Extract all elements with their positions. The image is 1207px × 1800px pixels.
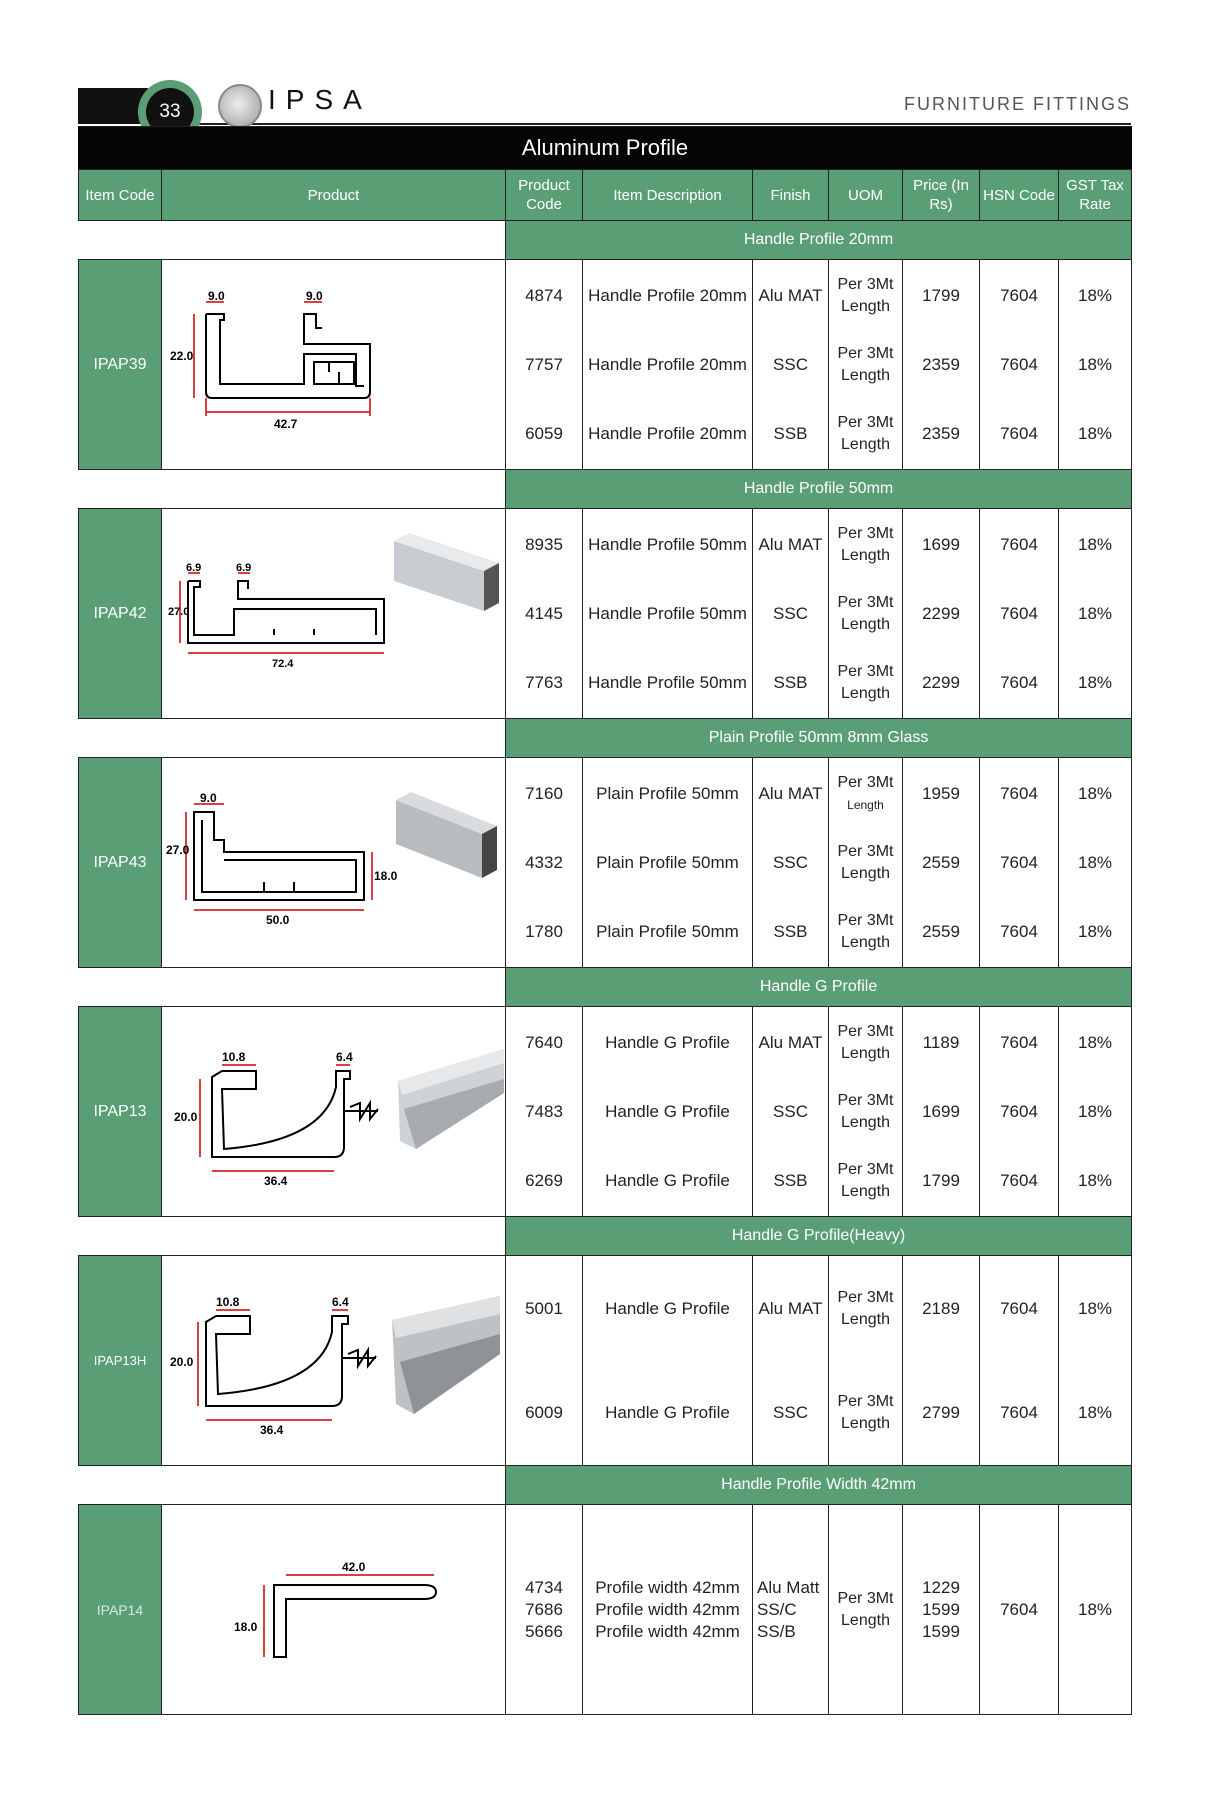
cell-hsn: 7604 bbox=[1000, 1032, 1038, 1052]
dim-label: 9.0 bbox=[199, 791, 217, 805]
group-heading: Handle Profile 50mm bbox=[506, 470, 1132, 509]
cell-gst: 18% bbox=[1078, 285, 1113, 305]
uom-line1: Per 3Mt bbox=[837, 662, 894, 680]
item-code: IPAP43 bbox=[79, 758, 162, 968]
uom-cell bbox=[829, 897, 902, 966]
dim-label: 6.9 bbox=[235, 562, 251, 574]
cell-desc: Handle G Profile bbox=[605, 1101, 730, 1121]
uom-line1: Per 3Mt bbox=[837, 275, 894, 293]
product-image bbox=[162, 1505, 506, 1715]
profile-photo bbox=[398, 1049, 504, 1149]
cell-gst: 18% bbox=[1078, 1402, 1113, 1422]
uom-line1: Per 3Mt bbox=[837, 1392, 894, 1410]
uom-line2: Length bbox=[841, 1113, 890, 1131]
cell-finish: Alu MAT bbox=[758, 285, 823, 305]
cell-hsn: 7604 bbox=[1000, 1170, 1038, 1190]
cell-hsn: 7604 bbox=[1000, 1402, 1038, 1422]
uom-line2: Length bbox=[847, 797, 884, 812]
cell-code: 7757 bbox=[525, 354, 563, 374]
cell-finish: Alu MAT bbox=[758, 783, 823, 803]
cell-gst: 18% bbox=[1078, 354, 1113, 374]
group-heading: Handle G Profile bbox=[506, 968, 1132, 1007]
cell-hsn: 7604 bbox=[1000, 603, 1038, 623]
cell-code: 7686 bbox=[525, 1599, 563, 1619]
dim-label: 36.4 bbox=[259, 1423, 283, 1437]
cell-price: 1599 bbox=[922, 1621, 960, 1641]
dim-label: 9.0 bbox=[305, 289, 323, 303]
cell-finish: Alu MAT bbox=[758, 1298, 823, 1318]
uom-cell bbox=[829, 1361, 902, 1465]
uom-line2: Length bbox=[841, 1310, 890, 1328]
cell-code: 6009 bbox=[525, 1402, 563, 1422]
cell-code: 4734 bbox=[525, 1577, 563, 1597]
cell-finish: SSC bbox=[773, 354, 808, 374]
cell-price: 1799 bbox=[922, 1170, 960, 1190]
cell-finish: Alu MAT bbox=[758, 534, 823, 554]
header-rule bbox=[195, 123, 1131, 125]
product-image bbox=[162, 1007, 506, 1217]
dim-label: 50.0 bbox=[265, 913, 289, 927]
group-heading: Plain Profile 50mm 8mm Glass bbox=[506, 719, 1132, 758]
cell-desc: Handle Profile 20mm bbox=[588, 285, 747, 305]
profile-photo bbox=[392, 1296, 500, 1414]
cell-hsn: 7604 bbox=[1000, 783, 1038, 803]
section-title: FURNITURE FITTINGS bbox=[904, 94, 1131, 114]
cell-hsn: 7604 bbox=[1000, 921, 1038, 941]
cell-desc: Handle Profile 50mm bbox=[588, 534, 747, 554]
uom-cell bbox=[829, 828, 902, 897]
profile-drawing bbox=[164, 1507, 504, 1707]
item-code: IPAP14 bbox=[79, 1505, 162, 1715]
cell-finish: SSB bbox=[773, 423, 808, 443]
cell-finish: SSC bbox=[773, 1101, 808, 1121]
profile-drawing bbox=[164, 1009, 504, 1209]
cell-price: 2799 bbox=[922, 1402, 960, 1422]
cell-desc: Profile width 42mm bbox=[595, 1599, 740, 1619]
brand-logo-icon bbox=[218, 84, 262, 128]
cell-gst: 18% bbox=[1078, 603, 1113, 623]
cell-finish: Alu Matt bbox=[757, 1577, 820, 1597]
cell-gst: 18% bbox=[1078, 1170, 1113, 1190]
dim-label: 20.0 bbox=[173, 1110, 197, 1124]
dim-label: 42.7 bbox=[273, 417, 297, 431]
dim-label: 18.0 bbox=[233, 1620, 257, 1634]
dim-label: 6.9 bbox=[185, 562, 201, 574]
cell-price: 1699 bbox=[922, 534, 960, 554]
cell-desc: Handle G Profile bbox=[605, 1298, 730, 1318]
cell-code: 7763 bbox=[525, 672, 563, 692]
cell-gst: 18% bbox=[1078, 921, 1113, 941]
cell-desc: Handle G Profile bbox=[605, 1170, 730, 1190]
cell-desc: Handle Profile 50mm bbox=[588, 672, 747, 692]
col-price: Price (In Rs) bbox=[903, 170, 980, 221]
group-heading: Handle G Profile(Heavy) bbox=[506, 1217, 1132, 1256]
cell-price: 2359 bbox=[922, 423, 960, 443]
cell-finish: SSB bbox=[773, 1170, 808, 1190]
cell-price: 2359 bbox=[922, 354, 960, 374]
col-finish: Finish bbox=[753, 170, 829, 221]
uom-line1: Per 3Mt bbox=[837, 524, 894, 542]
col-item-description: Item Description bbox=[583, 170, 753, 221]
cell-price: 1959 bbox=[922, 783, 960, 803]
cell-code: 7640 bbox=[525, 1032, 563, 1052]
cell-desc: Handle G Profile bbox=[605, 1032, 730, 1052]
dim-label: 10.8 bbox=[221, 1050, 245, 1064]
uom-cell bbox=[829, 510, 902, 579]
uom-line1: Per 3Mt bbox=[837, 1589, 894, 1607]
cell-desc: Handle Profile 50mm bbox=[588, 603, 747, 623]
cell-desc: Plain Profile 50mm bbox=[596, 921, 739, 941]
cell-gst: 18% bbox=[1078, 1032, 1113, 1052]
col-gst: GST Tax Rate bbox=[1059, 170, 1132, 221]
cell-code: 4332 bbox=[525, 852, 563, 872]
uom-line2: Length bbox=[841, 1611, 890, 1629]
cell-desc: Handle Profile 20mm bbox=[588, 354, 747, 374]
uom-line1: Per 3Mt bbox=[837, 413, 894, 431]
price-table bbox=[78, 126, 1132, 1715]
cell-price: 2189 bbox=[922, 1298, 960, 1318]
cell-gst: 18% bbox=[1078, 423, 1113, 443]
dim-label: 10.8 bbox=[215, 1295, 239, 1309]
cell-gst: 18% bbox=[1078, 783, 1113, 803]
profile-drawing bbox=[164, 760, 504, 960]
profile-drawing bbox=[164, 1258, 504, 1458]
gst-value: 18% bbox=[1059, 1505, 1132, 1715]
uom-line1: Per 3Mt bbox=[837, 1288, 894, 1306]
col-product: Product bbox=[162, 170, 506, 221]
dim-label: 18.0 bbox=[373, 869, 397, 883]
uom-line1: Per 3Mt bbox=[837, 1091, 894, 1109]
uom-line1: Per 3Mt bbox=[837, 911, 894, 929]
uom-line2: Length bbox=[841, 1414, 890, 1432]
cell-gst: 18% bbox=[1078, 1298, 1113, 1318]
uom-cell bbox=[829, 330, 902, 399]
cell-code: 8935 bbox=[525, 534, 563, 554]
brand-name: IPSA bbox=[268, 84, 372, 115]
cell-desc: Profile width 42mm bbox=[595, 1577, 740, 1597]
profile-photo bbox=[394, 533, 499, 611]
uom-line1: Per 3Mt bbox=[837, 1160, 894, 1178]
uom-cell bbox=[829, 1146, 902, 1215]
cell-desc: Handle Profile 20mm bbox=[588, 423, 747, 443]
uom-line2: Length bbox=[841, 933, 890, 951]
group-heading: Handle Profile 20mm bbox=[506, 221, 1132, 260]
cell-price: 2559 bbox=[922, 921, 960, 941]
dim-label: 27.0 bbox=[167, 606, 189, 618]
cell-code: 5666 bbox=[525, 1621, 563, 1641]
dim-label: 6.4 bbox=[331, 1295, 349, 1309]
cell-finish: SSB bbox=[773, 921, 808, 941]
cell-code: 1780 bbox=[525, 921, 563, 941]
item-code: IPAP42 bbox=[79, 509, 162, 719]
uom-cell bbox=[829, 579, 902, 648]
col-product-code: Product Code bbox=[506, 170, 583, 221]
cell-finish: SSC bbox=[773, 1402, 808, 1422]
cell-price: 2559 bbox=[922, 852, 960, 872]
col-item-code: Item Code bbox=[79, 170, 162, 221]
cell-finish: SSB bbox=[773, 672, 808, 692]
cell-code: 6059 bbox=[525, 423, 563, 443]
cell-desc: Handle G Profile bbox=[605, 1402, 730, 1422]
uom-line1: Per 3Mt bbox=[837, 842, 894, 860]
cell-finish: SSC bbox=[773, 852, 808, 872]
cell-hsn: 7604 bbox=[1000, 1101, 1038, 1121]
uom-cell bbox=[829, 1257, 902, 1361]
dim-label: 72.4 bbox=[271, 658, 293, 670]
uom-line1: Per 3Mt bbox=[837, 593, 894, 611]
uom-cell bbox=[829, 399, 902, 468]
uom-line1: Per 3Mt bbox=[837, 344, 894, 362]
product-image bbox=[162, 758, 506, 968]
hsn-value: 7604 bbox=[980, 1505, 1059, 1715]
cell-price: 2299 bbox=[922, 603, 960, 623]
cell-hsn: 7604 bbox=[1000, 852, 1038, 872]
cell-desc: Plain Profile 50mm bbox=[596, 852, 739, 872]
dim-label: 27.0 bbox=[165, 843, 189, 857]
dim-label: 6.4 bbox=[335, 1050, 353, 1064]
cell-price: 1799 bbox=[922, 285, 960, 305]
cell-code: 4874 bbox=[525, 285, 563, 305]
col-hsn: HSN Code bbox=[980, 170, 1059, 221]
item-code: IPAP13H bbox=[79, 1256, 162, 1466]
uom-line1: Per 3Mt bbox=[837, 1022, 894, 1040]
cell-hsn: 7604 bbox=[1000, 672, 1038, 692]
cell-hsn: 7604 bbox=[1000, 354, 1038, 374]
uom-line1: Per 3Mt bbox=[837, 773, 894, 791]
cell-finish: Alu MAT bbox=[758, 1032, 823, 1052]
cell-gst: 18% bbox=[1078, 1101, 1113, 1121]
dim-label: 9.0 bbox=[207, 289, 225, 303]
uom-cell bbox=[829, 261, 902, 330]
item-code: IPAP13 bbox=[79, 1007, 162, 1217]
cell-code: 5001 bbox=[525, 1298, 563, 1318]
uom-line2: Length bbox=[841, 1044, 890, 1062]
uom-line2: Length bbox=[841, 864, 890, 882]
product-image bbox=[162, 260, 506, 470]
uom-cell bbox=[829, 1008, 902, 1077]
cell-finish: SS/C bbox=[757, 1599, 797, 1619]
cell-price: 1699 bbox=[922, 1101, 960, 1121]
cell-hsn: 7604 bbox=[1000, 285, 1038, 305]
dim-label: 42.0 bbox=[341, 1560, 365, 1574]
cell-hsn: 7604 bbox=[1000, 534, 1038, 554]
uom-line2: Length bbox=[841, 1182, 890, 1200]
dim-label: 20.0 bbox=[169, 1355, 193, 1369]
uom-cell bbox=[829, 1077, 902, 1146]
cell-code: 7160 bbox=[525, 783, 563, 803]
uom-cell bbox=[829, 648, 902, 717]
uom-cell bbox=[829, 759, 902, 828]
cell-price: 1229 bbox=[922, 1577, 960, 1597]
uom-line2: Length bbox=[841, 684, 890, 702]
cell-finish: SSC bbox=[773, 603, 808, 623]
dim-label: 36.4 bbox=[263, 1174, 287, 1188]
uom-line2: Length bbox=[841, 435, 890, 453]
page-number: 33 bbox=[146, 88, 194, 136]
cell-hsn: 7604 bbox=[1000, 1298, 1038, 1318]
product-image bbox=[162, 1256, 506, 1466]
product-image bbox=[162, 509, 506, 719]
cell-finish: SS/B bbox=[757, 1621, 796, 1641]
cell-hsn: 7604 bbox=[1000, 423, 1038, 443]
profile-drawing bbox=[164, 262, 504, 462]
cell-price: 1189 bbox=[922, 1032, 960, 1052]
cell-code: 7483 bbox=[525, 1101, 563, 1121]
cell-desc: Profile width 42mm bbox=[595, 1621, 740, 1641]
cell-code: 6269 bbox=[525, 1170, 563, 1190]
table-title: Aluminum Profile bbox=[79, 127, 1132, 170]
uom-line2: Length bbox=[841, 615, 890, 633]
cell-code: 4145 bbox=[525, 603, 563, 623]
cell-desc: Plain Profile 50mm bbox=[596, 783, 739, 803]
uom-line2: Length bbox=[841, 546, 890, 564]
cell-gst: 18% bbox=[1078, 534, 1113, 554]
item-code: IPAP39 bbox=[79, 260, 162, 470]
profile-photo bbox=[396, 792, 497, 878]
cell-price: 1599 bbox=[922, 1599, 960, 1619]
uom-line2: Length bbox=[841, 366, 890, 384]
cell-price: 2299 bbox=[922, 672, 960, 692]
col-uom: UOM bbox=[829, 170, 903, 221]
uom-line2: Length bbox=[841, 297, 890, 315]
profile-drawing bbox=[164, 511, 504, 711]
group-heading: Handle Profile Width 42mm bbox=[506, 1466, 1132, 1505]
dim-label: 22.0 bbox=[169, 349, 193, 363]
cell-gst: 18% bbox=[1078, 852, 1113, 872]
cell-gst: 18% bbox=[1078, 672, 1113, 692]
